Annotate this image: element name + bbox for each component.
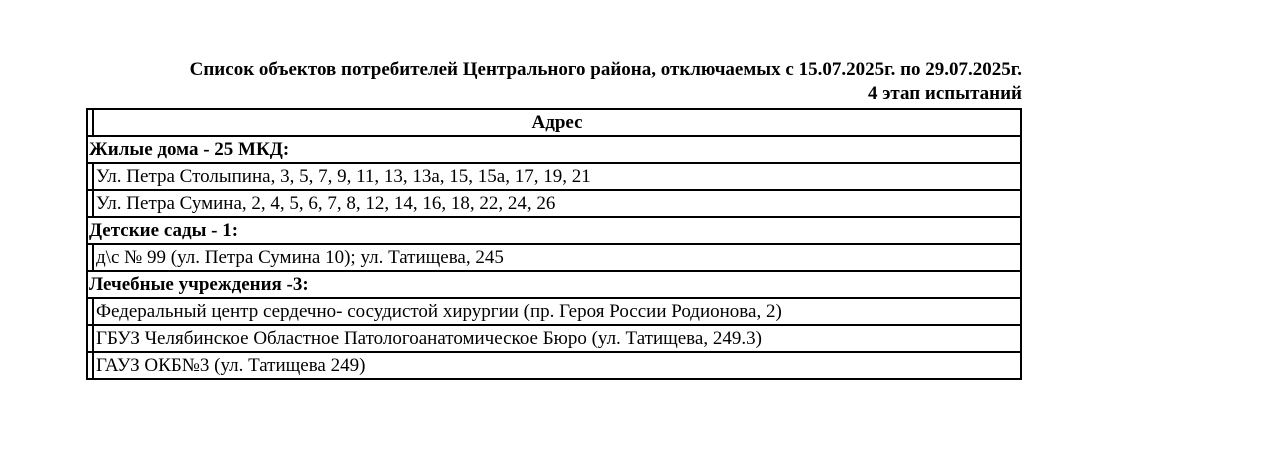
document-title: Список объектов потребителей Центрального района, отключаемых с 15.07.2025г. по 29.07.2025г.	[189, 59, 1022, 80]
address-cell: Ул. Петра Столыпина, 3, 5, 7, 9, 11, 13, 13а, 15, 15а, 17, 19, 21	[93, 163, 1021, 190]
group-row-residential	[87, 136, 1021, 163]
address-cell: Федеральный центр сердечно- сосудистой хирургии (пр. Героя России Родионова, 2)	[93, 298, 1021, 325]
address-cell: ГАУЗ ОКБ№3 (ул. Татищева 249)	[93, 352, 1021, 379]
table-row	[87, 163, 1021, 190]
header-address: Адрес	[93, 109, 1021, 136]
table-row	[87, 244, 1021, 271]
table-header-row	[87, 109, 1021, 136]
address-table	[86, 108, 1022, 380]
table-row	[87, 325, 1021, 352]
group-row-kindergartens	[87, 217, 1021, 244]
address-cell: д\с № 99 (ул. Петра Сумина 10); ул. Татищева, 245	[93, 244, 1021, 271]
document-subtitle: 4 этап испытаний	[867, 83, 1022, 104]
group-label-residential: Жилые дома - 25 МКД:	[87, 136, 1021, 163]
table-row	[87, 190, 1021, 217]
address-cell: ГБУЗ Челябинское Областное Патологоанатомическое Бюро (ул. Татищева, 249.3)	[93, 325, 1021, 352]
group-row-medical	[87, 271, 1021, 298]
address-cell: Ул. Петра Сумина, 2, 4, 5, 6, 7, 8, 12, 14, 16, 18, 22, 24, 26	[93, 190, 1021, 217]
table-row	[87, 298, 1021, 325]
group-label-medical: Лечебные учреждения -3:	[87, 271, 1021, 298]
group-label-kindergartens: Детские сады - 1:	[87, 217, 1021, 244]
document	[86, 58, 1022, 380]
table-row	[87, 352, 1021, 379]
